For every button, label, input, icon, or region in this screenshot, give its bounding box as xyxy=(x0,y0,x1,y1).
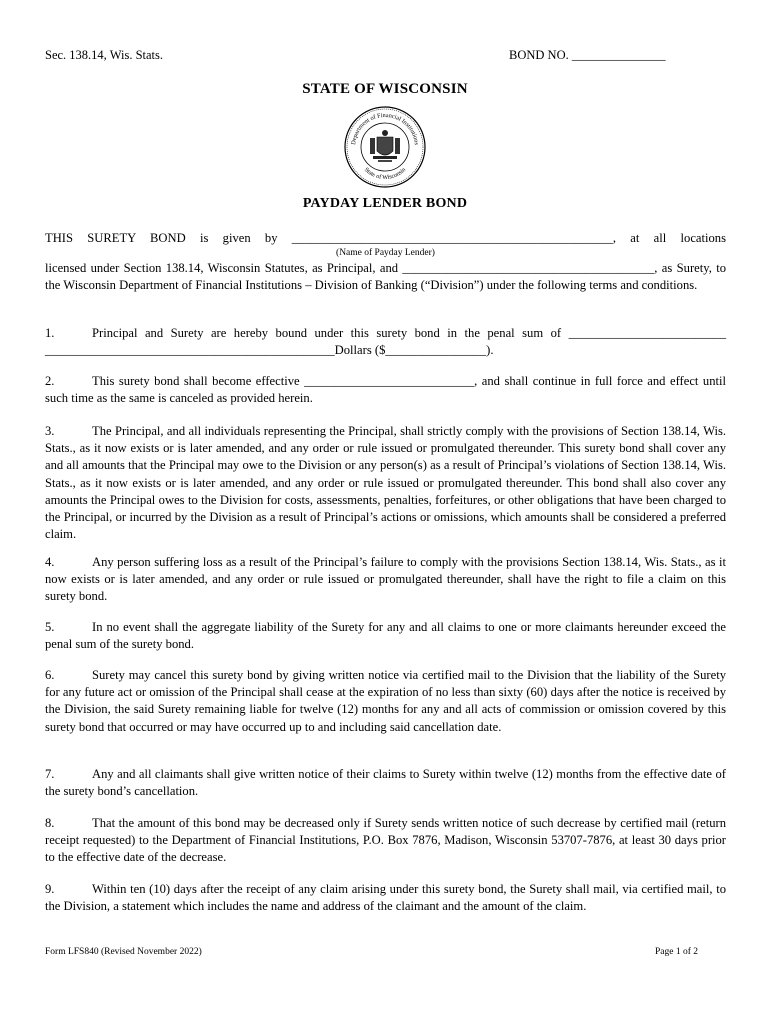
paragraph-7 xyxy=(45,766,726,800)
paragraph-2 xyxy=(45,373,726,407)
paragraph-number: 2. xyxy=(45,374,55,388)
paragraph-number: 6. xyxy=(45,668,55,682)
paragraph-text: Principal and Surety are hereby bound under this surety bond in the penal sum of _________________________ ______________________________________________Dollars ($________________). xyxy=(45,326,726,358)
paragraph-text: Any person suffering loss as a result of the Principal’s failure to comply with the provisions Section 138.14, Wis. Stats., as it now exists or is later amended, and any order or rule issued or promulgated thereunder, shall have the right to file a claim on this surety bond. xyxy=(45,555,726,604)
statute-reference: Sec. 138.14, Wis. Stats. xyxy=(45,48,164,62)
paragraph-8 xyxy=(45,815,726,867)
paragraph-5 xyxy=(45,619,726,653)
paragraph-text: That the amount of this bond may be decreased only if Surety sends written notice of such decrease by certified mail (return receipt requested) to the Department of Financial Institutions, P.O. Box 7876, Madison, Wisconsin 53707-7876, at least 30 days prior to the effective date of the decrease. xyxy=(45,816,726,865)
state-seal-icon xyxy=(343,105,427,189)
paragraph-number: 3. xyxy=(45,424,55,438)
paragraph-text: Within ten (10) days after the receipt of any claim arising under this surety bond, the Surety shall mail, via certified mail, to the Division, a statement which includes the name and address of the claimant and the amount of the claim. xyxy=(45,882,726,914)
paragraph-number: 8. xyxy=(45,816,55,830)
paragraph-1 xyxy=(45,325,726,359)
paragraph-4 xyxy=(45,554,726,606)
paragraph-text: The Principal, and all individuals representing the Principal, shall strictly comply with the provisions of Section 138.14, Wis. Stats., as it now exists or is later amended, and any order or rule issued or promulgated thereunder. This surety bond shall cover any and all amounts that the Principal may owe to the Division or any person(s) as a result of Principal’s violations of Section 138.14, Wis. Stats., as it now exists or is later amended, and any order or rule issued or promulgated thereunder. This bond shall also cover any amounts the Principal owes to the Division for costs, assessments, penalties, forfeitures, or other obligations that have been charged to the Principal, or incurred by the Division as a result of Principal’s actions or omissions, which amounts shall be considered a preferred claim. xyxy=(45,424,726,542)
intro-line-1: THIS SURETY BOND is given by ___________________________________________________, at all locations xyxy=(45,231,726,245)
paragraph-text: This surety bond shall become effective ___________________________, and shall continue in full force and effect until such time as the same is canceled as provided herein. xyxy=(45,374,726,406)
paragraph-text: In no event shall the aggregate liability of the Surety for any and all claims to one or more claimants hereunder exceed the penal sum of the surety bond. xyxy=(45,620,726,652)
paragraph-number: 9. xyxy=(45,882,55,896)
document-title: STATE OF WISCONSIN xyxy=(302,81,468,97)
paragraph-3 xyxy=(45,423,726,543)
bond-type-title: PAYDAY LENDER BOND xyxy=(302,196,468,211)
page-number: Page 1 of 2 xyxy=(655,947,699,957)
name-of-lender-label: (Name of Payday Lender) xyxy=(336,248,435,259)
paragraph-number: 1. xyxy=(45,326,55,340)
seal-top-text: Department of Financial Institutions xyxy=(350,111,420,146)
seal-bottom-text: State of Wisconsin xyxy=(362,166,408,182)
paragraph-text: Any and all claimants shall give written notice of their claims to Surety within twelve (12) months from the effective date of the surety bond’s cancellation. xyxy=(45,767,726,799)
form-number: Form LFS840 (Revised November 2022) xyxy=(45,947,202,957)
intro-section xyxy=(45,230,726,295)
paragraph-number: 4. xyxy=(45,555,55,569)
paragraph-number: 5. xyxy=(45,620,55,634)
paragraph-9 xyxy=(45,881,726,915)
paragraph-number: 7. xyxy=(45,767,55,781)
intro-line-2: licensed under Section 138.14, Wisconsin Statutes, as Principal, and ________________________________________, as Surety, to the Wisconsin Department of Financial Institutions – Division of Banking (“Division”) under the following terms and conditions. xyxy=(45,261,726,293)
paragraph-6 xyxy=(45,667,726,736)
bond-number-field[interactable]: BOND NO. _______________ xyxy=(509,48,666,62)
paragraph-text: Surety may cancel this surety bond by giving written notice via certified mail to the Division that the liability of the Surety for any future act or omission of the Principal shall cease at the expiration of no less than sixty (60) days after the notice is received by the Division, the said Surety remaining liable for twelve (12) months for any and all acts of commission or omission covered by this surety bond that occurred or may have occurred up to and including said cancellation date. xyxy=(45,668,726,734)
svg-text:State of Wisconsin xyxy=(363,166,407,181)
